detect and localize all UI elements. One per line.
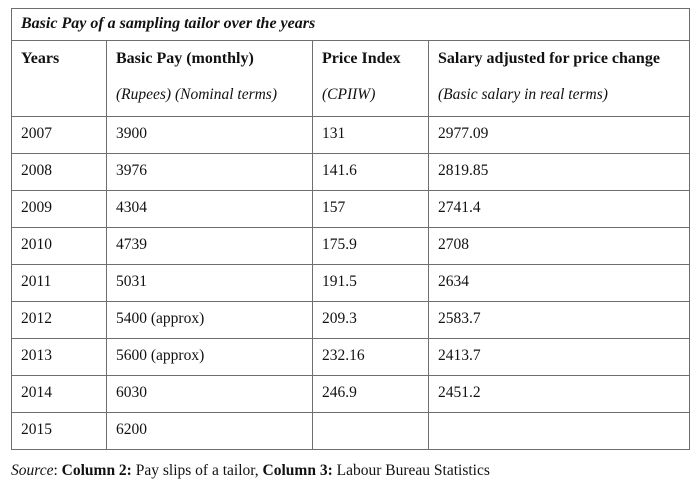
header-price-index-label: Price Index [322,50,401,67]
table-row [12,228,690,265]
cell-basic-pay: 3976 [107,154,313,191]
cell-adjusted-salary: 2708 [429,228,690,265]
table-row [12,339,690,376]
cell-adjusted-salary: 2451.2 [429,376,690,413]
cell-year: 2008 [12,154,107,191]
header-price-index [313,41,429,117]
header-adjusted-salary-label: Salary adjusted for price change [438,50,660,67]
cell-adjusted-salary: 2977.09 [429,117,690,154]
source-label: Source [11,462,54,479]
cell-basic-pay: 6200 [107,413,313,450]
header-years [12,41,107,117]
cell-adjusted-salary [429,413,690,450]
table-row [12,154,690,191]
cell-price-index: 141.6 [313,154,429,191]
cell-basic-pay: 6030 [107,376,313,413]
cell-price-index: 246.9 [313,376,429,413]
cell-year: 2009 [12,191,107,228]
cell-basic-pay: 5600 (approx) [107,339,313,376]
cell-price-index: 232.16 [313,339,429,376]
cell-year: 2014 [12,376,107,413]
table-header-row [12,41,690,117]
cell-price-index: 131 [313,117,429,154]
source-note: Source: Column 2: Pay slips of a tailor, Column 3: Labour Bureau Statistics [11,462,490,479]
table-row [12,413,690,450]
basic-pay-table [11,8,690,450]
header-basic-pay-sublabel: (Rupees) (Nominal terms) [116,86,277,103]
source-col2-label: Column 2: [61,462,132,479]
cell-year: 2013 [12,339,107,376]
cell-price-index [313,413,429,450]
header-price-index-sublabel: (CPIIW) [322,86,376,103]
cell-adjusted-salary: 2583.7 [429,302,690,339]
cell-adjusted-salary: 2413.7 [429,339,690,376]
table-row [12,191,690,228]
table-row [12,265,690,302]
cell-basic-pay: 4739 [107,228,313,265]
cell-adjusted-salary: 2634 [429,265,690,302]
table-caption-row [12,9,690,41]
source-col3-label: Column 3: [262,462,333,479]
cell-adjusted-salary: 2741.4 [429,191,690,228]
pay-table-container [11,8,689,450]
table-caption: Basic Pay of a sampling tailor over the years [12,9,690,41]
cell-price-index: 157 [313,191,429,228]
header-adjusted-salary [429,41,690,117]
cell-price-index: 175.9 [313,228,429,265]
table-row [12,376,690,413]
cell-year: 2007 [12,117,107,154]
table-row [12,117,690,154]
cell-basic-pay: 4304 [107,191,313,228]
header-basic-pay-label: Basic Pay (monthly) [116,50,254,67]
cell-year: 2015 [12,413,107,450]
header-basic-pay [107,41,313,117]
cell-basic-pay: 5031 [107,265,313,302]
cell-basic-pay: 5400 (approx) [107,302,313,339]
source-col2-text: Pay slips of a tailor, [135,462,259,479]
cell-price-index: 191.5 [313,265,429,302]
cell-adjusted-salary: 2819.85 [429,154,690,191]
header-years-label: Years [21,50,60,67]
header-adjusted-salary-sublabel: (Basic salary in real terms) [438,86,608,103]
source-col3-text: Labour Bureau Statistics [336,462,490,479]
cell-basic-pay: 3900 [107,117,313,154]
cell-year: 2011 [12,265,107,302]
cell-year: 2012 [12,302,107,339]
cell-price-index: 209.3 [313,302,429,339]
table-row [12,302,690,339]
cell-year: 2010 [12,228,107,265]
